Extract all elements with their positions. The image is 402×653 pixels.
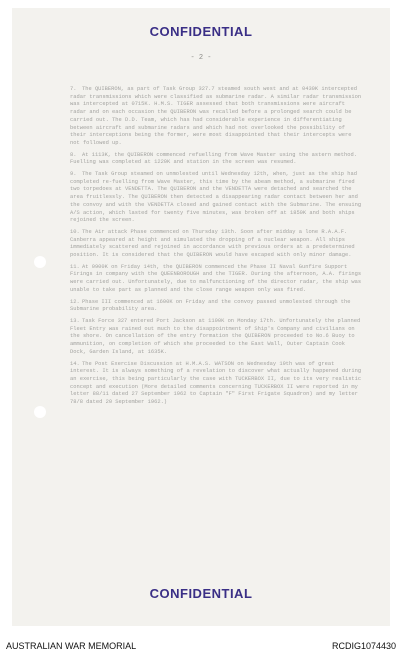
paragraph-number: 11. — [70, 263, 80, 270]
paragraph-text: The QUIBERON, as part of Task Group 327.7 steamed south west and at 0430K intercepted radar transmissions which were classified as submarine radar. A similar radar transmission was intercepted at 0715K. H.M.S. TIGER assessed that both transmissions were aircraft radar and on each occasion the QUIBERON was recalled before a prolonged search could be carried out. The D.D. Team, which has had considerable experience in differentiating between aircraft and submarine radars and which had not overlooked the possibility of their interceptions being the former, were most disappointed that their intercepts were not followed up. — [70, 86, 362, 146]
paragraph-text: At 1113K, the QUIBERON commenced refuelling from Wave Master using the astern method. Fuelling was completed at 1220K and station in the screen was resumed. — [70, 151, 357, 166]
paragraph-number: 10. — [70, 228, 80, 235]
paragraph-number: 8. — [70, 151, 77, 158]
paragraph-number: 7. — [70, 86, 77, 92]
paragraph-text: The Post Exercise Discussion at H.M.A.S. WATSON on Wednesday 19th was of great interest. It is always something of a revelation to discover what actually happened during an exercise, this being particularly the case with TUCKERBOX II, due to its very realistic concept and execution (More detailed comments concerning TUCKERBOX II were reported in my letter 88/11 dated 27 September 1962 to Captain "F" First Frigate Squadron) and my letter 78/8 dated 20 September 1962.) — [70, 360, 362, 406]
page-number: - 2 - — [190, 54, 212, 62]
paragraph-11 — [70, 264, 362, 295]
paragraph-number: 12. — [70, 298, 80, 305]
paragraph-number: 13. — [70, 317, 80, 324]
paragraph-text: Phase III commenced at 1600K on Friday and the convoy passed unmolested through the Submarine probability area. — [70, 298, 351, 313]
paragraph-text: Task Force 327 entered Port Jackson at 1100K on Monday 17th. Unfortunately the planned Fleet Entry was rained out much to the disappointment of Ship's Company and civilians on the shore. On cancellation of the entry formation the QUIBERON proceeded to No.6 Buoy to ammunition, on completion of which she proceeded to the East Wall, Outer Captain Cook Dock, Garden Island, at 1635K. — [70, 317, 361, 355]
paragraph-8 — [70, 152, 362, 167]
record-id: RCDIG1074430 — [331, 641, 396, 651]
paragraph-13 — [70, 318, 362, 357]
punch-hole — [34, 406, 46, 418]
paragraph-12 — [70, 299, 362, 314]
paragraph-text: At 0900K on Friday 14th, the QUIBERON commenced the Phase II Naval Gunfire Support Firings in company with the QUEENBOROUGH and the TIGER. During the afternoon, A.A. firings were carried out. Unfortunately, due to malfunctioning of the director radar, the ship was unable to take part as planned and the close range weapon only was fired. — [70, 263, 362, 293]
paragraph-number: 14. — [70, 360, 80, 367]
archive-name: AUSTRALIAN WAR MEMORIAL — [6, 641, 137, 651]
confidential-stamp-top: CONFIDENTIAL — [149, 24, 253, 39]
paragraph-14 — [70, 361, 362, 407]
paragraph-9 — [70, 171, 362, 225]
paragraph-number: 9. — [70, 171, 77, 178]
paragraph-text: The Task Group steamed on unmolested until Wednesday 12th, when, just as the ship had completed re-fuelling from Wave Master, this time by the abeam method, a submarine fired two torpedoes at VENDETTA. The QUIBERON and the VENDETTA were detached and searched the area fruitlessly. The QUIBERON then detected a disappearing radar contact between her and the convoy and with the VENDETTA closed and gained contact with the Submarine. The ensuing A/S action, which lasted for twenty five minutes, was broken off at 1850K and both ships rejoined the screen. — [70, 171, 362, 224]
paragraph-7 — [70, 86, 362, 148]
archive-footer — [6, 641, 396, 653]
document-body — [70, 86, 362, 411]
paragraph-10 — [70, 229, 362, 260]
paragraph-text: The Air attack Phase commenced on Thursday 13th. Soon after midday a lone R.A.A.F. Canberra appeared at height and simulated the dropping of a nuclear weapon. All ships immediately scattered and rejoined in accordance with previous orders at a predetermined position. It is considered that the QUIBERON would have escaped with only minor damage. — [70, 228, 355, 259]
document-page — [12, 8, 390, 626]
confidential-stamp-bottom: CONFIDENTIAL — [149, 586, 253, 601]
punch-hole — [34, 256, 46, 268]
